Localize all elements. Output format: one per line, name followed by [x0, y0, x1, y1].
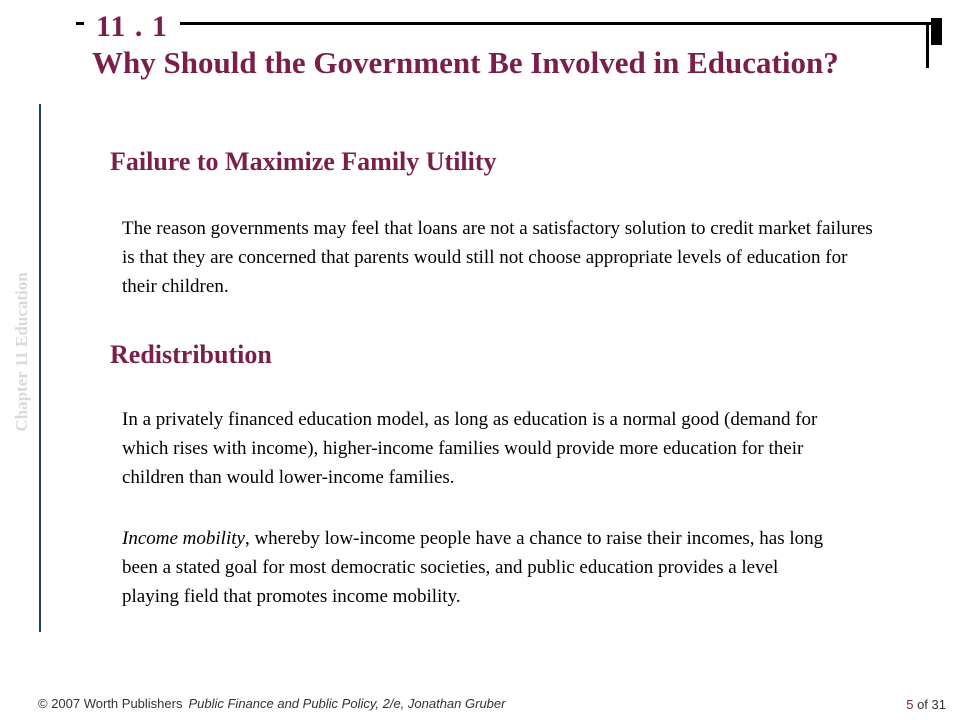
slide-title: Why Should the Government Be Involved in Education?: [92, 45, 839, 80]
term-income-mobility: Income mobility: [122, 528, 245, 549]
paragraph-redistribution: In a privately financed education model, as long as education is a normal good (demand for which rises with income), higher-income families would provide more education for their children than would lower-income families.: [122, 409, 818, 488]
section-number: 11 . 1: [84, 10, 180, 43]
page-number: [906, 697, 946, 712]
header-corner-line: [926, 23, 929, 68]
side-rule: [39, 104, 41, 632]
footer-publisher: © 2007 Worth Publishers: [38, 696, 183, 711]
chapter-side-label-text: Chapter 11 Education: [12, 272, 31, 432]
page-total: of 31: [913, 697, 946, 712]
heading-redistribution: Redistribution: [110, 340, 272, 369]
paragraph-income-mobility-text: , whereby low-income people have a chance to raise their incomes, has long been a stated goal for most democratic societies, and public education provides a level playing field that promotes income mobility.: [122, 528, 824, 607]
paragraph-income-mobility: [122, 524, 837, 611]
footer-book: Public Finance and Public Policy, 2/e, Jonathan Gruber: [188, 696, 506, 711]
header-rule: [76, 22, 938, 25]
heading-failure-to-maximize: Failure to Maximize Family Utility: [110, 147, 497, 176]
footer: [38, 696, 505, 711]
paragraph-failure-to-maximize: The reason governments may feel that loans are not a satisfactory solution to credit market failures is that they are concerned that parents would still not choose appropriate levels of education for their children.: [122, 218, 873, 297]
header-corner-block: [931, 18, 942, 45]
page-current: 5: [906, 697, 914, 712]
